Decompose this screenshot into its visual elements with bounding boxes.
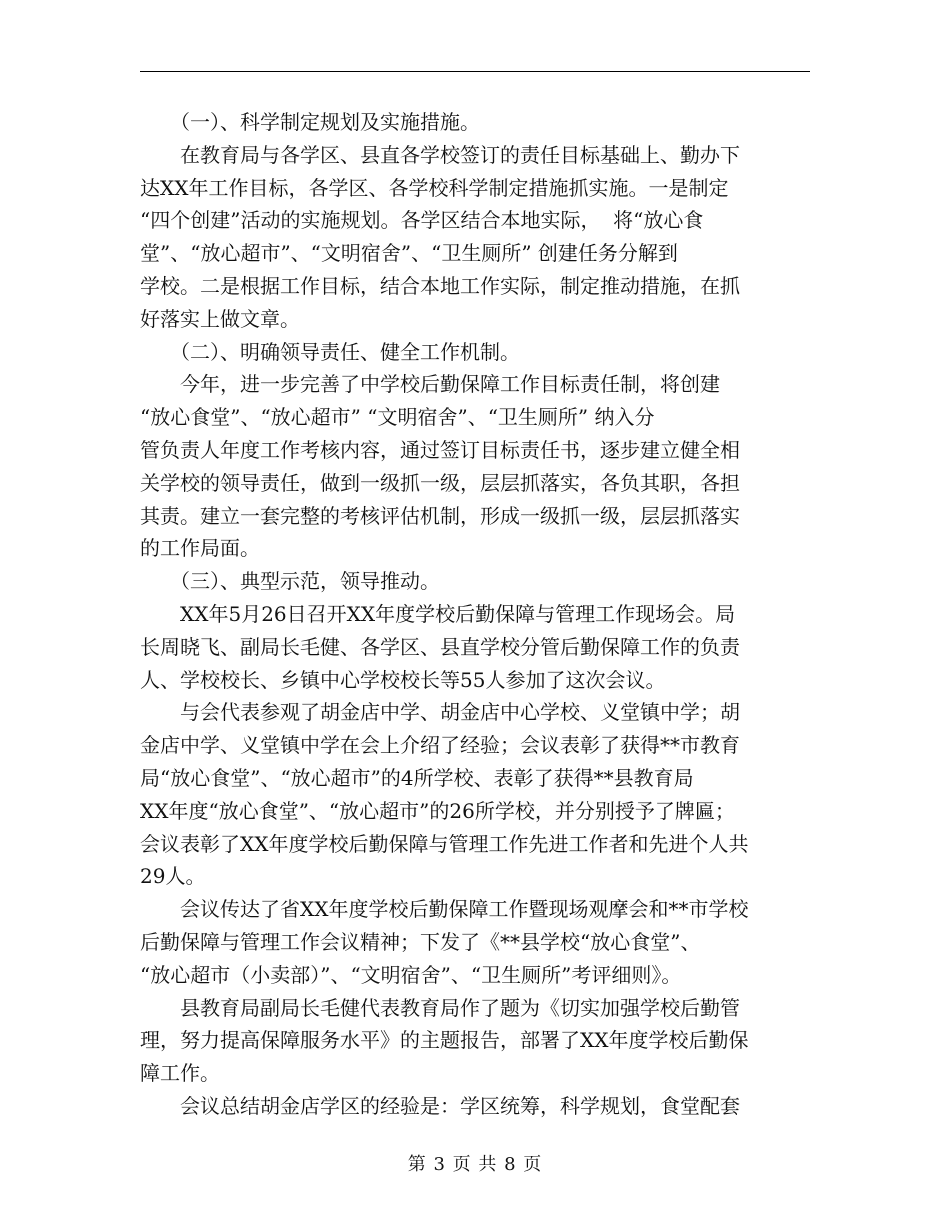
text-line: 与会代表参观了胡金店中学、胡金店中心学校、义堂镇中学；胡 xyxy=(140,700,740,725)
text-line: 会议总结胡金店学区的经验是：学区统筹，科学规划，食堂配套 xyxy=(140,1093,740,1118)
text-line: 好落实上做文章。 xyxy=(140,306,300,331)
text-line: 会议表彰了XX年度学校后勤保障与管理工作先进工作者和先进个人共 xyxy=(140,831,749,856)
text-line: “放心食堂”、“放心超市” “文明宿舍”、“卫生厕所” 纳入分 xyxy=(140,405,655,430)
text-line: 县教育局副局长毛健代表教育局作了题为《切实加强学校后勤管 xyxy=(140,995,740,1020)
text-line: 关学校的领导责任，做到一级抓一级，层层抓落实，各负其职，各担 xyxy=(140,470,740,495)
text-line: 会议传达了省XX年度学校后勤保障工作暨现场观摩会和**市学校 xyxy=(140,897,749,922)
text-line: 后勤保障与管理工作会议精神；下发了《**县学校“放心食堂”、 xyxy=(140,929,701,954)
page-footer: 第 3 页 共 8 页 xyxy=(407,1154,543,1175)
text-line: 堂”、“放心超市”、“文明宿舍”、“卫生厕所” 创建任务分解到 xyxy=(140,241,678,266)
text-line: 人、学校校长、乡镇中心学校校长等55人参加了这次会议。 xyxy=(140,667,666,692)
body-text xyxy=(140,106,810,1123)
text-line: 在教育局与各学区、县直各学校签订的责任目标基础上、勤办下 xyxy=(140,142,740,167)
header-rule xyxy=(140,71,810,72)
text-line: 29人。 xyxy=(140,864,206,889)
text-line: 金店中学、义堂镇中学在会上介绍了经验；会议表彰了获得**市教育 xyxy=(140,733,740,758)
text-line: （二）、明确领导责任、健全工作机制。 xyxy=(140,339,520,364)
text-line: 其责。建立一套完整的考核评估机制，形成一级抓一级，层层抓落实 xyxy=(140,503,740,528)
text-line: 理，努力提高保障服务水平》的主题报告，部署了XX年度学校后勤保 xyxy=(140,1028,749,1053)
text-line: （三）、典型示范，领导推动。 xyxy=(140,569,440,594)
text-line: 障工作。 xyxy=(140,1061,220,1086)
text-line: 局“放心食堂”、“放心超市”的4所学校、表彰了获得**县教育局 xyxy=(140,765,694,790)
text-line: （一）、科学制定规划及实施措施。 xyxy=(140,110,480,134)
text-line: 达XX年工作目标，各学区、各学校科学制定措施抓实施。一是制定 xyxy=(140,175,729,200)
text-line: 管负责人年度工作考核内容，通过签订目标责任书，逐步建立健全相 xyxy=(140,437,740,462)
text-line: 今年，进一步完善了中学校后勤保障工作目标责任制，将创建 xyxy=(140,372,720,397)
text-line: “放心超市（小卖部）”、“文明宿舍”、“卫生厕所”考评细则》。 xyxy=(140,962,682,987)
text-line: 的工作局面。 xyxy=(140,536,260,561)
text-line: 学校。二是根据工作目标，结合本地工作实际，制定推动措施，在抓 xyxy=(140,273,740,298)
text-line: “四个创建”活动的实施规划。各学区结合本地实际， 将“放心食 xyxy=(140,208,704,233)
text-line: XX年5月26日召开XX年度学校后勤保障与管理工作现场会。局 xyxy=(140,601,736,626)
text-line: 长周晓飞、副局长毛健、各学区、县直学校分管后勤保障工作的负责 xyxy=(140,634,740,659)
text-line: XX年度“放心食堂”、“放心超市”的26所学校，并分别授予了牌匾； xyxy=(140,798,735,823)
